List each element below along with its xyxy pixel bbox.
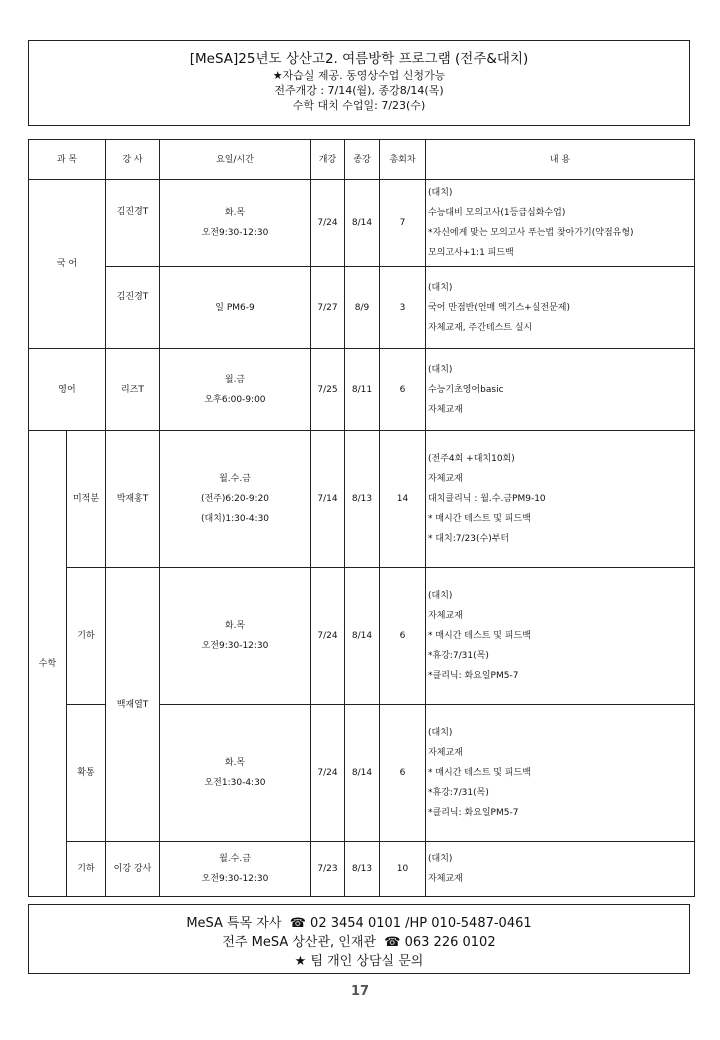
content-line: 수능기초영어basic xyxy=(428,384,504,395)
phone-icon: ☎ xyxy=(380,935,401,950)
end-cell: 8/13 xyxy=(345,431,380,568)
content-line: * 대치:7/23(수)부터 xyxy=(428,534,510,544)
math-sub-subject: 미적분 xyxy=(67,431,106,568)
content-line: 자체교재 xyxy=(428,874,463,884)
content-line: 자체교재 xyxy=(428,611,463,621)
content-line: 자체교재 xyxy=(428,748,463,758)
count-cell: 10 xyxy=(380,842,426,897)
header-subject: 과 목 xyxy=(29,140,106,180)
schedule-time: 오전1:30-4:30 xyxy=(204,778,266,788)
title-note-math-date: 수학 대치 수업일: 7/23(수) xyxy=(292,99,426,112)
content-line: (대치) xyxy=(428,188,453,198)
content-line: *휴강:7/31(목) xyxy=(428,788,489,798)
contact-jeonju-name: 전주 MeSA 상산관, 인재관 xyxy=(222,935,376,950)
table-row xyxy=(29,180,695,267)
subject-english: 영어 xyxy=(29,349,106,431)
schedule-days: 화.목 xyxy=(224,621,246,631)
header-start: 개강 xyxy=(311,140,345,180)
schedule-time: 오전9:30-12:30 xyxy=(201,641,269,651)
content-line: *클리닉: 화요일PM5-7 xyxy=(428,808,519,818)
title-note-jeonju-dates: 전주개강 : 7/14(월), 종강8/14(목) xyxy=(274,84,444,97)
content-line: (대치) xyxy=(428,282,453,293)
content-cell xyxy=(426,842,695,897)
schedule-cell xyxy=(160,705,311,842)
content-cell xyxy=(426,431,695,568)
count-cell: 6 xyxy=(380,705,426,842)
content-line: * 매시간 테스트 및 피드백 xyxy=(428,631,531,641)
schedule-time: (대치)1:30-4:30 xyxy=(200,514,270,524)
end-cell: 8/13 xyxy=(345,842,380,897)
header-schedule: 요일/시간 xyxy=(160,140,311,180)
start-cell: 7/27 xyxy=(311,267,345,349)
content-line: * 매시간 테스트 및 피드백 xyxy=(428,514,531,524)
count-cell: 14 xyxy=(380,431,426,568)
teacher-cell: 리즈T xyxy=(106,349,160,431)
start-cell: 7/14 xyxy=(311,431,345,568)
schedule-days: 월.수.금 xyxy=(219,854,251,864)
schedule-days: 화.목 xyxy=(224,208,246,218)
teacher-cell: 김진경T xyxy=(106,180,160,267)
math-sub-subject: 기하 xyxy=(67,568,106,705)
content-line: (대치) xyxy=(428,591,453,601)
contact-line-jeonju xyxy=(29,933,689,952)
content-line: 수능대비 모의고사(1등급심화수업) xyxy=(428,208,566,218)
content-line: 국어 만점반(언매 엑기스+실전문제) xyxy=(428,302,571,313)
schedule-days: 월.금 xyxy=(224,374,246,385)
schedule-time: 오후6:00-9:00 xyxy=(204,394,266,405)
contact-line-hq xyxy=(29,914,689,933)
subject-math: 수학 xyxy=(29,431,67,897)
content-cell xyxy=(426,267,695,349)
start-cell: 7/24 xyxy=(311,180,345,267)
schedule-cell xyxy=(160,180,311,267)
content-line: *휴강:7/31(목) xyxy=(428,651,489,661)
contact-hq-phone: 02 3454 0101 /HP 010-5487-0461 xyxy=(310,916,532,931)
contact-consult-note: ★ 팀 개인 상담실 문의 xyxy=(294,954,424,969)
content-line: * 매시간 테스트 및 피드백 xyxy=(428,768,531,778)
contact-box xyxy=(28,904,690,974)
schedule-time: (전주)6:20-9:20 xyxy=(200,494,270,504)
end-cell: 8/9 xyxy=(345,267,380,349)
table-row xyxy=(29,842,695,897)
content-line: *클리닉: 화요일PM5-7 xyxy=(428,671,519,681)
table-row xyxy=(29,349,695,431)
schedule-time: 오전9:30-12:30 xyxy=(201,228,269,238)
content-cell xyxy=(426,705,695,842)
start-cell: 7/24 xyxy=(311,705,345,842)
schedule-days: 월.수.금 xyxy=(219,474,251,484)
end-cell: 8/14 xyxy=(345,180,380,267)
schedule-cell xyxy=(160,431,311,568)
subject-korean: 국 어 xyxy=(29,180,106,349)
table-row xyxy=(29,568,695,705)
content-line: 모의고사+1:1 피드백 xyxy=(428,248,514,258)
table-row xyxy=(29,431,695,568)
content-line: (대치) xyxy=(428,728,453,738)
page-title: [MeSA]25년도 상산고2. 여름방학 프로그램 (전주&대치) xyxy=(189,51,529,67)
content-line: (대치) xyxy=(428,364,453,375)
content-line: 자체교재 xyxy=(428,474,463,484)
content-cell xyxy=(426,568,695,705)
end-cell: 8/14 xyxy=(345,568,380,705)
table-row xyxy=(29,267,695,349)
start-cell: 7/23 xyxy=(311,842,345,897)
math-sub-subject: 기하 xyxy=(67,842,106,897)
title-note-study-room: ★자습실 제공. 동영상수업 신청가능 xyxy=(272,69,446,82)
content-cell xyxy=(426,349,695,431)
schedule-table xyxy=(28,139,695,897)
end-cell: 8/14 xyxy=(345,705,380,842)
content-line: *자신에게 맞는 모의고사 푸는법 찾아가기(약점유형) xyxy=(428,228,634,238)
count-cell: 6 xyxy=(380,349,426,431)
phone-icon: ☎ xyxy=(285,916,306,931)
content-line: (대치) xyxy=(428,854,453,864)
header-content: 내 용 xyxy=(426,140,695,180)
content-line: 자체교재 xyxy=(428,404,463,415)
count-cell: 3 xyxy=(380,267,426,349)
schedule-cell xyxy=(160,842,311,897)
content-line: 대치클리닉 : 월.수.금PM9-10 xyxy=(428,494,546,504)
start-cell: 7/24 xyxy=(311,568,345,705)
math-sub-subject: 확통 xyxy=(67,705,106,842)
schedule-cell: 일 PM6-9 xyxy=(160,267,311,349)
schedule-days: 화.목 xyxy=(224,758,246,768)
teacher-cell: 박재홍T xyxy=(106,431,160,568)
page-number: 17 xyxy=(350,984,370,999)
count-cell: 6 xyxy=(380,568,426,705)
start-cell: 7/25 xyxy=(311,349,345,431)
content-line: 자체교재, 주간테스트 실시 xyxy=(428,322,533,333)
content-cell xyxy=(426,180,695,267)
contact-hq-name: MeSA 특목 자사 xyxy=(186,916,282,931)
schedule-cell xyxy=(160,568,311,705)
header-count: 총회차 xyxy=(380,140,426,180)
teacher-cell: 백재열T xyxy=(106,568,160,842)
header-end: 종강 xyxy=(345,140,380,180)
teacher-cell: 이강 강사 xyxy=(106,842,160,897)
end-cell: 8/11 xyxy=(345,349,380,431)
count-cell: 7 xyxy=(380,180,426,267)
schedule-time: 오전9:30-12:30 xyxy=(201,874,269,884)
header-teacher: 강 사 xyxy=(106,140,160,180)
table-header-row xyxy=(29,140,695,180)
teacher-cell: 김진경T xyxy=(106,267,160,349)
contact-jeonju-phone: 063 226 0102 xyxy=(404,935,496,950)
schedule-cell xyxy=(160,349,311,431)
title-box xyxy=(28,40,690,126)
content-line: (전주4회 +대치10회) xyxy=(428,454,515,464)
